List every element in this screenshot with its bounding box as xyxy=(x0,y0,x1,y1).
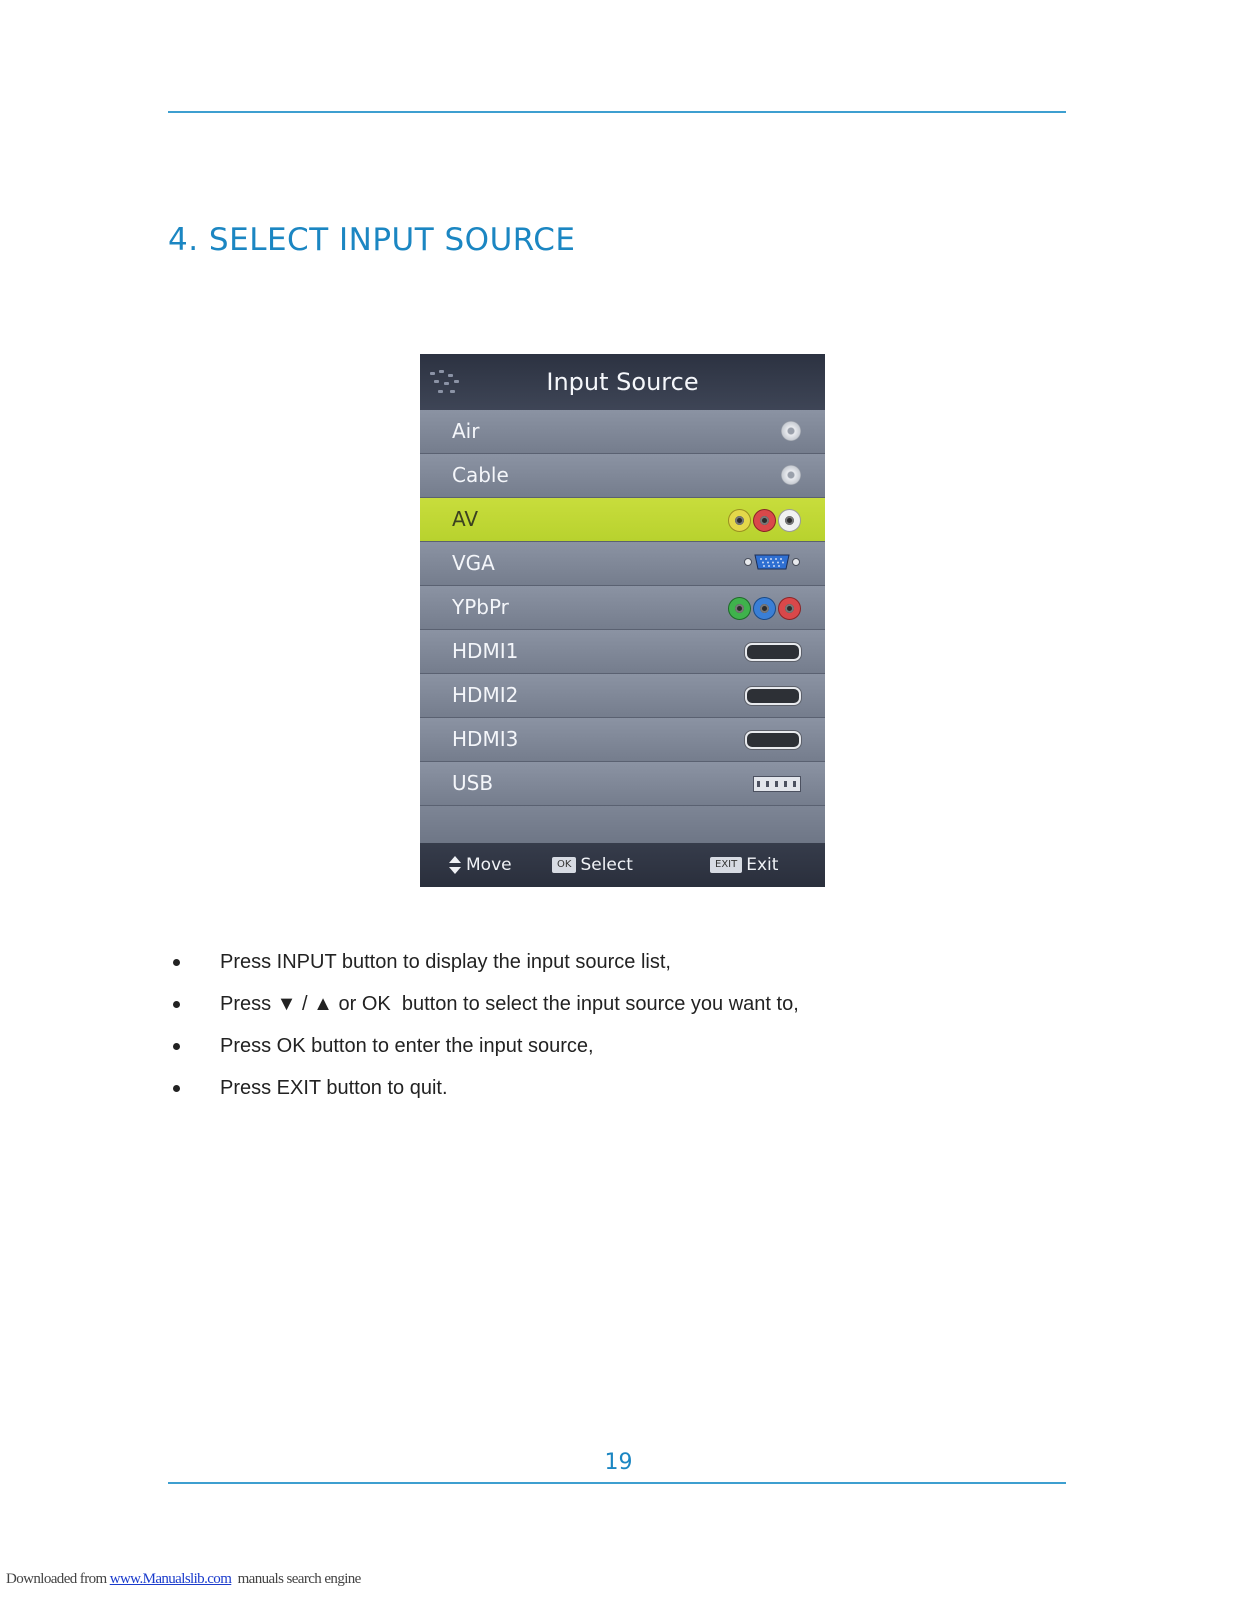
bullet-icon xyxy=(173,1001,180,1008)
menu-footer xyxy=(420,843,825,887)
menu-item-label: Air xyxy=(452,419,480,443)
bullet-icon xyxy=(173,1043,180,1050)
section-heading: 4. SELECT INPUT SOURCE xyxy=(168,222,576,258)
menu-list xyxy=(420,410,825,849)
footer-exit-hint xyxy=(710,843,778,887)
input-source-menu xyxy=(420,354,825,887)
coax-icon xyxy=(781,465,801,487)
menu-item-label: Cable xyxy=(452,463,509,487)
menu-item-av[interactable] xyxy=(420,498,825,542)
credit-suffix: manuals search engine xyxy=(231,1571,361,1587)
hdmi-port-icon xyxy=(745,685,801,707)
rca-composite-icon xyxy=(726,509,801,531)
bullet-icon xyxy=(173,1085,180,1092)
footer-select-label: Select xyxy=(580,855,633,875)
menu-title: Input Source xyxy=(546,368,699,396)
menu-item-hdmi1[interactable] xyxy=(420,630,825,674)
menu-item-usb[interactable] xyxy=(420,762,825,806)
header-rule xyxy=(168,111,1066,113)
footer-select-hint xyxy=(552,843,633,887)
vga-port-icon xyxy=(743,553,801,575)
menu-item-label: USB xyxy=(452,771,494,795)
menu-item-label: YPbPr xyxy=(452,595,509,619)
ok-key-badge: OK xyxy=(552,857,576,873)
bullet-icon xyxy=(173,959,180,966)
menu-item-label: HDMI2 xyxy=(452,683,519,707)
credit-prefix: Downloaded from xyxy=(6,1571,110,1587)
menu-item-label: AV xyxy=(452,507,479,531)
hdmi-port-icon xyxy=(745,641,801,663)
menu-header xyxy=(420,354,825,410)
footer-exit-label: Exit xyxy=(746,855,779,875)
manualslib-link[interactable]: www.Manualslib.com xyxy=(109,1571,232,1587)
up-down-arrow-icon xyxy=(448,855,462,875)
footer-move-hint xyxy=(448,843,512,887)
menu-item-hdmi2[interactable] xyxy=(420,674,825,718)
menu-item-ypbpr[interactable] xyxy=(420,586,825,630)
menu-item-air[interactable] xyxy=(420,410,825,454)
menu-item-cable[interactable] xyxy=(420,454,825,498)
download-credit xyxy=(6,1571,361,1588)
footer-rule xyxy=(168,1482,1066,1484)
hdmi-port-icon xyxy=(745,729,801,751)
menu-item-label: HDMI1 xyxy=(452,639,519,663)
rca-component-icon xyxy=(726,597,801,619)
menu-item-hdmi3[interactable] xyxy=(420,718,825,762)
page-number: 19 xyxy=(604,1450,633,1475)
menu-item-label: HDMI3 xyxy=(452,727,519,751)
menu-item-label: VGA xyxy=(452,551,495,575)
footer-move-label: Move xyxy=(466,855,512,875)
coax-icon xyxy=(781,421,801,443)
menu-item-vga[interactable] xyxy=(420,542,825,586)
exit-key-badge: EXIT xyxy=(710,857,742,873)
usb-port-icon xyxy=(753,773,801,795)
